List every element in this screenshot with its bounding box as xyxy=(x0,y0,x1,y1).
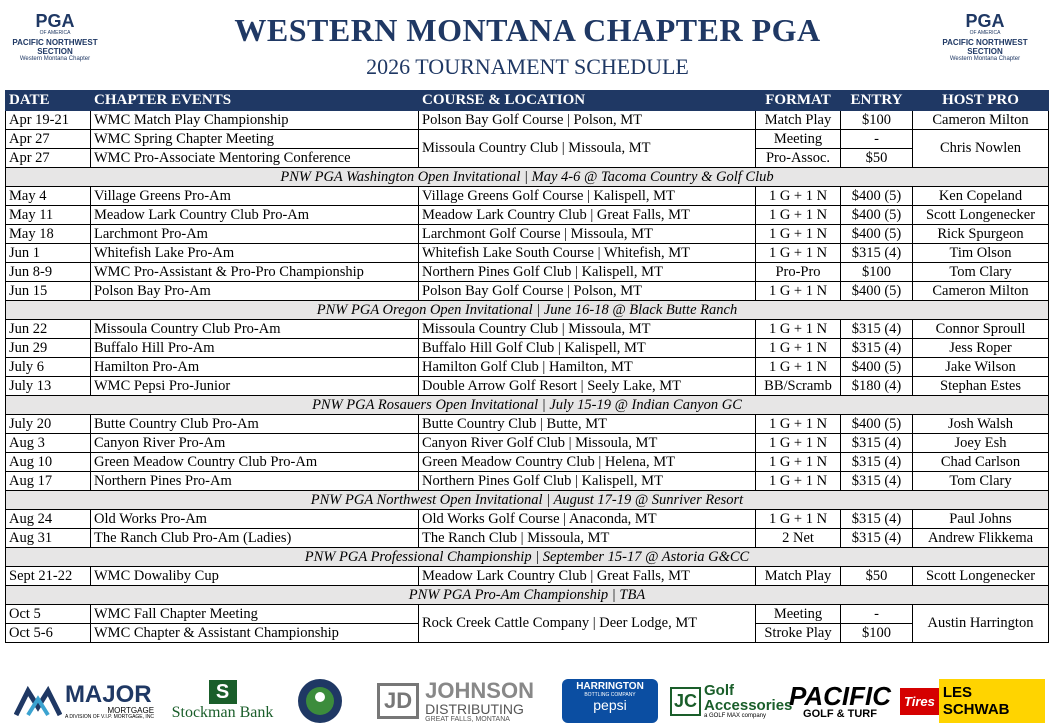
page-title: WESTERN MONTANA CHAPTER PGA xyxy=(234,12,821,48)
table-row xyxy=(6,320,1049,339)
pacific-sub: GOLF & TURF xyxy=(803,707,877,720)
course-cell: Northern Pines Golf Club | Kalispell, MT xyxy=(419,263,756,282)
msga-seal-icon xyxy=(292,677,348,725)
event-cell: Northern Pines Pro-Am xyxy=(91,472,419,491)
separator-row xyxy=(6,491,1049,510)
page-subtitle: 2026 TOURNAMENT SCHEDULE xyxy=(366,54,689,79)
entry-cell: $315 (4) xyxy=(841,320,913,339)
event-cell: WMC Pepsi Pro-Junior xyxy=(91,377,419,396)
format-cell: Meeting xyxy=(756,605,841,624)
format-cell: 1 G + 1 N xyxy=(756,434,841,453)
header-host-pro: HOST PRO xyxy=(913,91,1049,111)
course-cell: Polson Bay Golf Course | Polson, MT xyxy=(419,111,756,130)
table-row xyxy=(6,529,1049,548)
event-cell: Butte Country Club Pro-Am xyxy=(91,415,419,434)
table-row xyxy=(6,358,1049,377)
table-row xyxy=(6,377,1049,396)
pga-logo-mark: PGA xyxy=(35,11,75,31)
pacific-name: PACIFIC xyxy=(788,680,892,711)
event-cell: Village Greens Pro-Am xyxy=(91,187,419,206)
host-cell: Stephan Estes xyxy=(913,377,1049,396)
date-cell: Apr 19-21 xyxy=(6,111,91,130)
johnson-name: JOHNSON xyxy=(425,677,534,703)
date-cell: July 20 xyxy=(6,415,91,434)
course-cell: Village Greens Golf Course | Kalispell, MT xyxy=(419,187,756,206)
date-cell: Jun 22 xyxy=(6,320,91,339)
major-name: MAJOR xyxy=(64,680,152,708)
header-format: FORMAT xyxy=(756,91,841,111)
host-cell: Rick Spurgeon xyxy=(913,225,1049,244)
header-entry: ENTRY xyxy=(841,91,913,111)
stockman-name: Stockman Bank xyxy=(171,704,274,721)
event-cell: WMC Pro-Associate Mentoring Conference xyxy=(91,149,419,168)
date-cell: Apr 27 xyxy=(6,149,91,168)
table-row xyxy=(6,510,1049,529)
pga-logo-sub: OF AMERICA xyxy=(39,30,71,36)
separator-row xyxy=(6,301,1049,320)
host-cell: Chris Nowlen xyxy=(913,130,1049,168)
entry-cell: $315 (4) xyxy=(841,244,913,263)
entry-cell: - xyxy=(841,605,913,624)
event-cell: Buffalo Hill Pro-Am xyxy=(91,339,419,358)
msga-logo xyxy=(288,678,352,724)
pga-logo-section: PACIFIC NORTHWEST SECTION xyxy=(12,38,98,56)
event-cell: WMC Match Play Championship xyxy=(91,111,419,130)
table-row xyxy=(6,263,1049,282)
event-cell: WMC Chapter & Assistant Championship xyxy=(91,624,419,643)
harrington-pepsi-logo xyxy=(560,678,660,724)
host-cell: Chad Carlson xyxy=(913,453,1049,472)
format-cell: 1 G + 1 N xyxy=(756,320,841,339)
date-cell: Aug 3 xyxy=(6,434,91,453)
host-cell: Austin Harrington xyxy=(913,605,1049,643)
format-cell: Match Play xyxy=(756,111,841,130)
format-cell: Stroke Play xyxy=(756,624,841,643)
host-cell: Tom Clary xyxy=(913,263,1049,282)
entry-cell: $100 xyxy=(841,624,913,643)
header-course-location: COURSE & LOCATION xyxy=(419,91,756,111)
pepsi-name: pepsi xyxy=(593,696,627,713)
format-cell: 1 G + 1 N xyxy=(756,510,841,529)
event-cell: WMC Pro-Assistant & Pro-Pro Championship xyxy=(91,263,419,282)
separator-row xyxy=(6,168,1049,187)
entry-cell: $400 (5) xyxy=(841,225,913,244)
stockman-s-icon: S xyxy=(209,680,237,704)
format-cell: 1 G + 1 N xyxy=(756,187,841,206)
pga-logo-sub: OF AMERICA xyxy=(969,30,1001,36)
host-cell: Scott Longenecker xyxy=(913,206,1049,225)
host-cell: Cameron Milton xyxy=(913,111,1049,130)
pga-logo-chapter: Western Montana Chapter xyxy=(19,56,91,62)
format-cell: 1 G + 1 N xyxy=(756,206,841,225)
format-cell: 1 G + 1 N xyxy=(756,358,841,377)
major-mark-icon xyxy=(14,685,62,717)
jc-sub: a GOLF MAX company xyxy=(704,713,767,719)
course-cell: Canyon River Golf Club | Missoula, MT xyxy=(419,434,756,453)
sponsor-bar xyxy=(0,672,1055,727)
entry-cell: $400 (5) xyxy=(841,206,913,225)
separator-text: PNW PGA Professional Championship | September 15-17 @ Astoria G&CC xyxy=(6,548,1049,567)
event-cell: Missoula Country Club Pro-Am xyxy=(91,320,419,339)
date-cell: Jun 15 xyxy=(6,282,91,301)
host-cell: Andrew Flikkema xyxy=(913,529,1049,548)
major-mortgage-logo xyxy=(8,678,160,724)
pacific-golf-turf-logo xyxy=(790,678,890,724)
format-cell: 1 G + 1 N xyxy=(756,415,841,434)
entry-cell: $400 (5) xyxy=(841,282,913,301)
course-cell: Green Meadow Country Club | Helena, MT xyxy=(419,453,756,472)
separator-text: PNW PGA Pro-Am Championship | TBA xyxy=(6,586,1049,605)
pga-logo-chapter: Western Montana Chapter xyxy=(949,56,1021,62)
host-cell: Tim Olson xyxy=(913,244,1049,263)
date-cell: May 4 xyxy=(6,187,91,206)
header-date: DATE xyxy=(6,91,91,111)
course-cell: Larchmont Golf Course | Missoula, MT xyxy=(419,225,756,244)
host-cell: Jake Wilson xyxy=(913,358,1049,377)
event-cell: WMC Fall Chapter Meeting xyxy=(91,605,419,624)
table-row xyxy=(6,472,1049,491)
event-cell: Meadow Lark Country Club Pro-Am xyxy=(91,206,419,225)
course-cell: Missoula Country Club | Missoula, MT xyxy=(419,130,756,168)
entry-cell: $315 (4) xyxy=(841,472,913,491)
separator-row xyxy=(6,548,1049,567)
schedule-body xyxy=(6,111,1049,643)
format-cell: 2 Net xyxy=(756,529,841,548)
event-cell: WMC Dowaliby Cup xyxy=(91,567,419,586)
entry-cell: $400 (5) xyxy=(841,187,913,206)
table-row xyxy=(6,206,1049,225)
les-schwab-logo xyxy=(900,678,1045,724)
date-cell: May 18 xyxy=(6,225,91,244)
course-cell: Whitefish Lake South Course | Whitefish, MT xyxy=(419,244,756,263)
pga-pnw-logo-right xyxy=(930,12,1040,63)
host-cell: Jess Roper xyxy=(913,339,1049,358)
harrington-extra: BOTTLING COMPANY xyxy=(584,691,636,698)
entry-cell: $315 (4) xyxy=(841,453,913,472)
jc-golf-accessories-logo xyxy=(666,678,793,724)
course-cell: Buffalo Hill Golf Club | Kalispell, MT xyxy=(419,339,756,358)
table-row xyxy=(6,415,1049,434)
format-cell: Meeting xyxy=(756,130,841,149)
table-row xyxy=(6,434,1049,453)
entry-cell: $50 xyxy=(841,149,913,168)
entry-cell: $315 (4) xyxy=(841,510,913,529)
event-cell: The Ranch Club Pro-Am (Ladies) xyxy=(91,529,419,548)
separator-row xyxy=(6,396,1049,415)
entry-cell: - xyxy=(841,130,913,149)
format-cell: 1 G + 1 N xyxy=(756,339,841,358)
event-cell: Canyon River Pro-Am xyxy=(91,434,419,453)
table-row xyxy=(6,244,1049,263)
page-header xyxy=(0,0,1055,90)
major-extra: MORTGAGE xyxy=(107,705,155,715)
les-schwab-name: LES SCHWAB xyxy=(939,679,1045,723)
table-row xyxy=(6,339,1049,358)
event-cell: Hamilton Pro-Am xyxy=(91,358,419,377)
table-row xyxy=(6,453,1049,472)
table-row xyxy=(6,605,1049,624)
separator-text: PNW PGA Rosauers Open Invitational | July 15-19 @ Indian Canyon GC xyxy=(6,396,1049,415)
course-cell: Polson Bay Golf Course | Polson, MT xyxy=(419,282,756,301)
format-cell: 1 G + 1 N xyxy=(756,244,841,263)
table-row xyxy=(6,187,1049,206)
johnson-distributing-logo xyxy=(358,678,553,724)
entry-cell: $100 xyxy=(841,111,913,130)
entry-cell: $315 (4) xyxy=(841,339,913,358)
format-cell: Match Play xyxy=(756,567,841,586)
entry-cell: $315 (4) xyxy=(841,434,913,453)
course-cell: Hamilton Golf Club | Hamilton, MT xyxy=(419,358,756,377)
date-cell: Aug 31 xyxy=(6,529,91,548)
schedule-table xyxy=(5,90,1049,643)
format-cell: Pro-Assoc. xyxy=(756,149,841,168)
jc-mark-icon: JC xyxy=(670,687,701,716)
table-row xyxy=(6,225,1049,244)
format-cell: 1 G + 1 N xyxy=(756,453,841,472)
host-cell: Paul Johns xyxy=(913,510,1049,529)
entry-cell: $315 (4) xyxy=(841,529,913,548)
date-cell: Sept 21-22 xyxy=(6,567,91,586)
host-cell: Cameron Milton xyxy=(913,282,1049,301)
date-cell: Aug 17 xyxy=(6,472,91,491)
course-cell: Old Works Golf Course | Anaconda, MT xyxy=(419,510,756,529)
jc-name: Golf Accessories xyxy=(704,682,793,714)
event-cell: Larchmont Pro-Am xyxy=(91,225,419,244)
host-cell: Scott Longenecker xyxy=(913,567,1049,586)
table-row xyxy=(6,130,1049,149)
date-cell: Jun 29 xyxy=(6,339,91,358)
course-cell: Rock Creek Cattle Company | Deer Lodge, MT xyxy=(419,605,756,643)
date-cell: Jun 1 xyxy=(6,244,91,263)
event-cell: Old Works Pro-Am xyxy=(91,510,419,529)
date-cell: May 11 xyxy=(6,206,91,225)
header-chapter-events: CHAPTER EVENTS xyxy=(91,91,419,111)
format-cell: BB/Scramb xyxy=(756,377,841,396)
stockman-bank-logo xyxy=(165,678,280,724)
separator-text: PNW PGA Oregon Open Invitational | June 16-18 @ Black Butte Ranch xyxy=(6,301,1049,320)
format-cell: Pro-Pro xyxy=(756,263,841,282)
date-cell: Aug 24 xyxy=(6,510,91,529)
format-cell: 1 G + 1 N xyxy=(756,282,841,301)
table-row xyxy=(6,282,1049,301)
course-cell: Missoula Country Club | Missoula, MT xyxy=(419,320,756,339)
format-cell: 1 G + 1 N xyxy=(756,225,841,244)
entry-cell: $180 (4) xyxy=(841,377,913,396)
entry-cell: $100 xyxy=(841,263,913,282)
major-sub: A DIVISION OF V.I.P. MORTGAGE, INC xyxy=(64,713,155,720)
harrington-name: HARRINGTON xyxy=(576,681,644,692)
entry-cell: $400 (5) xyxy=(841,415,913,434)
event-cell: Green Meadow Country Club Pro-Am xyxy=(91,453,419,472)
date-cell: Jun 8-9 xyxy=(6,263,91,282)
table-header-row xyxy=(6,91,1049,111)
date-cell: Aug 10 xyxy=(6,453,91,472)
date-cell: Oct 5 xyxy=(6,605,91,624)
host-cell: Tom Clary xyxy=(913,472,1049,491)
entry-cell: $50 xyxy=(841,567,913,586)
host-cell: Josh Walsh xyxy=(913,415,1049,434)
event-cell: Whitefish Lake Pro-Am xyxy=(91,244,419,263)
event-cell: Polson Bay Pro-Am xyxy=(91,282,419,301)
host-cell: Ken Copeland xyxy=(913,187,1049,206)
course-cell: Double Arrow Golf Resort | Seely Lake, MT xyxy=(419,377,756,396)
course-cell: Meadow Lark Country Club | Great Falls, MT xyxy=(419,567,756,586)
date-cell: Oct 5-6 xyxy=(6,624,91,643)
johnson-sub: GREAT FALLS, MONTANA xyxy=(425,715,510,723)
host-cell: Connor Sproull xyxy=(913,320,1049,339)
pga-logo-mark: PGA xyxy=(965,11,1005,31)
course-cell: Butte Country Club | Butte, MT xyxy=(419,415,756,434)
table-row xyxy=(6,111,1049,130)
course-cell: The Ranch Club | Missoula, MT xyxy=(419,529,756,548)
separator-row xyxy=(6,586,1049,605)
date-cell: July 6 xyxy=(6,358,91,377)
jd-mark-icon: JD xyxy=(377,683,419,719)
course-cell: Meadow Lark Country Club | Great Falls, MT xyxy=(419,206,756,225)
separator-text: PNW PGA Washington Open Invitational | May 4-6 @ Tacoma Country & Golf Club xyxy=(6,168,1049,187)
event-cell: WMC Spring Chapter Meeting xyxy=(91,130,419,149)
host-cell: Joey Esh xyxy=(913,434,1049,453)
entry-cell: $400 (5) xyxy=(841,358,913,377)
separator-text: PNW PGA Northwest Open Invitational | August 17-19 @ Sunriver Resort xyxy=(6,491,1049,510)
format-cell: 1 G + 1 N xyxy=(756,472,841,491)
johnson-extra: DISTRIBUTING xyxy=(425,700,524,717)
les-schwab-tires: Tires xyxy=(900,688,939,715)
pga-logo-section: PACIFIC NORTHWEST SECTION xyxy=(942,38,1028,56)
table-row xyxy=(6,567,1049,586)
date-cell: July 13 xyxy=(6,377,91,396)
course-cell: Northern Pines Golf Club | Kalispell, MT xyxy=(419,472,756,491)
date-cell: Apr 27 xyxy=(6,130,91,149)
